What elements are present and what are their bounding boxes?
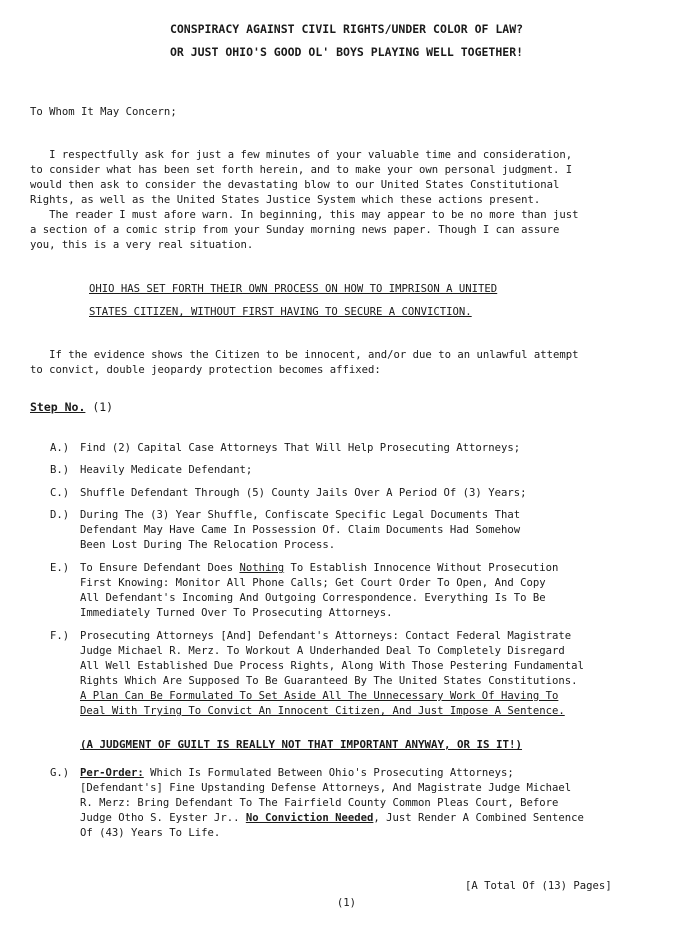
item-text [80, 811, 584, 826]
evidence-line: to convict, double jeopardy protection becomes affixed: [30, 364, 381, 376]
item-text-part: To Establish Innocence Without Prosecution [284, 562, 559, 574]
headline-line-2: STATES CITIZEN, WITHOUT FIRST HAVING TO SECURE A CONVICTION. [89, 306, 472, 318]
step-number: (1) [85, 400, 114, 414]
intro-line: The reader I must afore warn. In beginning, this may appear to be no more than just [30, 209, 579, 221]
intro-line: Rights, as well as the United States Justice System which these actions present. [30, 194, 541, 206]
judgment-statement: (A JUDGMENT OF GUILT IS REALLY NOT THAT IMPORTANT ANYWAY, OR IS IT!) [80, 738, 523, 751]
item-text-underlined: Deal With Trying To Convict An Innocent Citizen, And Just Impose A Sentence. [80, 705, 565, 717]
item-text [80, 561, 558, 576]
item-text-part: To Ensure Defendant Does [80, 562, 240, 574]
item-text: R. Merz: Bring Defendant To The Fairfield County Common Pleas Court, Before [80, 797, 559, 809]
item-text: During The (3) Year Shuffle, Confiscate Specific Legal Documents That [80, 509, 521, 521]
page-number: (1) [336, 897, 357, 909]
item-text: Immediately Turned Over To Prosecuting Attorneys. [80, 607, 393, 619]
item-text: Judge Michael R. Merz. To Workout A Underhanded Deal To Completely Disregard [80, 645, 565, 657]
item-text-part: Judge Otho S. Eyster Jr.. [80, 812, 246, 824]
item-text: [Defendant's] Fine Upstanding Defense Attorneys, And Magistrate Judge Michael [80, 782, 572, 794]
intro-line: I respectfully ask for just a few minutes of your valuable time and consideration, [30, 149, 573, 161]
item-text-underlined: A Plan Can Be Formulated To Set Aside All The Unnecessary Work Of Having To [80, 690, 559, 702]
evidence-line: If the evidence shows the Citizen to be innocent, and/or due to an unlawful attempt [30, 349, 579, 361]
item-text: All Well Established Due Process Rights, Along With Those Pestering Fundamental [80, 660, 584, 672]
item-text: Prosecuting Attorneys [And] Defendant's Attorneys: Contact Federal Magistrate [80, 630, 572, 642]
page-total: [A Total Of (13) Pages] [465, 880, 612, 892]
step-heading [30, 400, 113, 415]
item-text-part: Which Is Formulated Between Ohio's Prosecuting Attorneys; [143, 767, 514, 779]
salutation: To Whom It May Concern; [30, 106, 177, 118]
intro-line: would then ask to consider the devastating blow to our United States Constitutional [30, 179, 560, 191]
item-letter: A.) [50, 442, 70, 454]
item-letter: D.) [50, 509, 70, 521]
title-line-2: OR JUST OHIO'S GOOD OL' BOYS PLAYING WELL TOGETHER! [169, 45, 524, 59]
item-text: First Knowing: Monitor All Phone Calls; Get Court Order To Open, And Copy [80, 577, 546, 589]
item-text: Been Lost During The Relocation Process. [80, 539, 336, 551]
item-letter: B.) [50, 464, 70, 476]
item-text: All Defendant's Incoming And Outgoing Correspondence. Everything Is To Be [80, 592, 546, 604]
step-label: Step No. [30, 400, 86, 414]
intro-line: to consider what has been set forth herein, and to make your own personal judgment. I [30, 164, 573, 176]
item-text-emphasis: No Conviction Needed [245, 812, 374, 824]
item-letter: C.) [50, 487, 70, 499]
item-text-emphasis: Nothing [239, 562, 285, 574]
item-text-emphasis: Per-Order: [80, 767, 144, 779]
intro-line: a section of a comic strip from your Sunday morning news paper. Though I can assure [30, 224, 560, 236]
item-letter: E.) [50, 562, 70, 574]
item-text: Rights Which Are Supposed To Be Guaranteed By The United States Constitutions. [80, 675, 578, 687]
item-text: Find (2) Capital Case Attorneys That Will Help Prosecuting Attorneys; [80, 442, 521, 454]
item-letter: G.) [50, 767, 70, 779]
item-letter: F.) [50, 630, 70, 642]
item-text: Of (43) Years To Life. [80, 827, 221, 839]
headline-line-1: OHIO HAS SET FORTH THEIR OWN PROCESS ON HOW TO IMPRISON A UNITED [89, 283, 498, 295]
item-text: Heavily Medicate Defendant; [80, 464, 253, 476]
intro-line: you, this is a very real situation. [30, 239, 254, 251]
item-text: Defendant May Have Came In Possession Of. Claim Documents Had Somehow [80, 524, 521, 536]
item-text: Shuffle Defendant Through (5) County Jails Over A Period Of (3) Years; [80, 487, 527, 499]
item-text [80, 766, 514, 781]
item-text-part: , Just Render A Combined Sentence [373, 812, 584, 824]
title-line-1: CONSPIRACY AGAINST CIVIL RIGHTS/UNDER COLOR OF LAW? [169, 22, 524, 36]
